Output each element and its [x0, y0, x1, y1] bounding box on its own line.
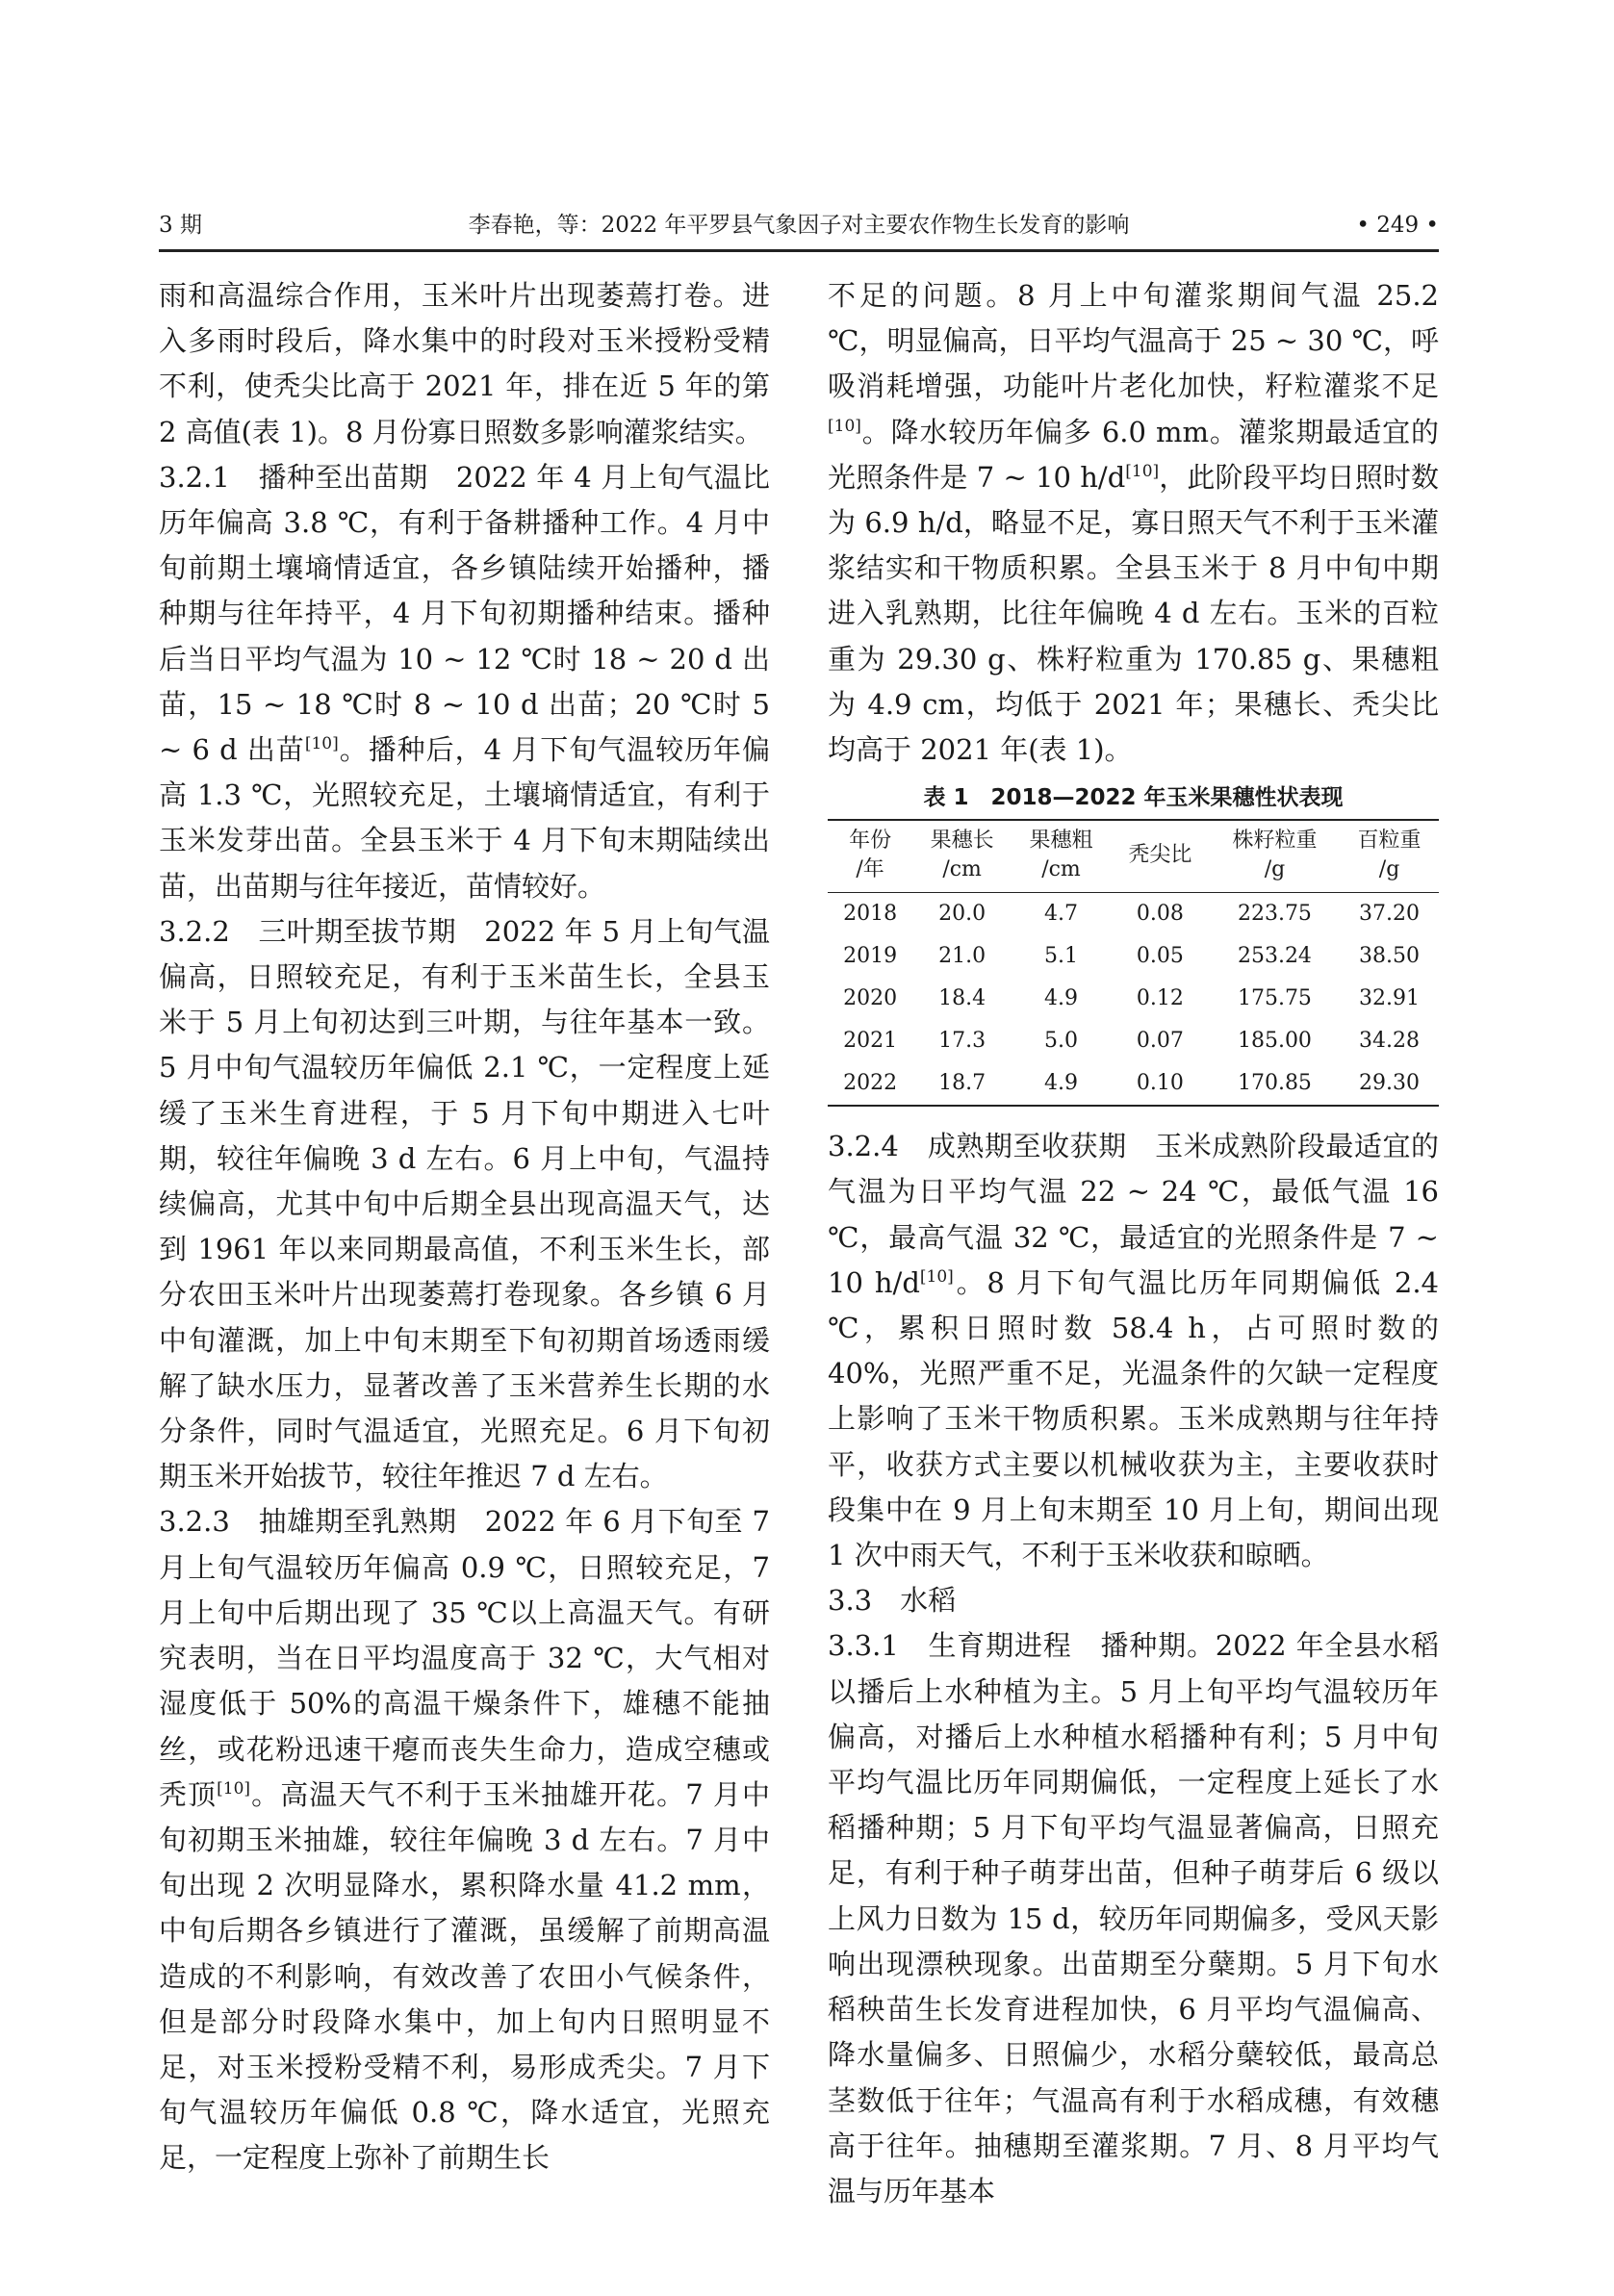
- table-cell: 0.07: [1136, 1029, 1184, 1054]
- table-header-cell: 年份 /年: [828, 820, 912, 893]
- table-cell: 29.30: [1340, 1062, 1439, 1106]
- table-header-cell: 果穗长 /cm: [912, 820, 1012, 893]
- table-cell: 32.91: [1359, 986, 1421, 1011]
- paragraph-text: 3.2.3 抽雄期至乳熟期 2022 年 6 月下旬至 7 月上旬气温较历年偏高 0.9 ℃，日照较充足，7 月上旬中后期出现了 35 ℃以上高温天气。有研究表明，当在日平均温度高于 32 ℃，大气相对湿度低于 50%的高温干燥条件下，雄穗不能抽丝，或花粉迅速干瘪而丧失生命力，造成空穗或秃顶: [159, 1505, 770, 1811]
- header-rule: [159, 249, 1439, 252]
- section-3-2-1: [159, 455, 770, 909]
- table-cell: 4.9: [1012, 1062, 1111, 1106]
- running-header: [159, 206, 1439, 244]
- table-header-row: [828, 820, 1439, 893]
- section-3-3-heading: [828, 1578, 1439, 1623]
- citation-ref: [10]: [919, 1266, 954, 1287]
- paragraph-text: 3.2.4 成熟期至收获期 玉米成熟阶段最适宜的气温为日平均气温 22 ~ 24 ℃，最低气温 16 ℃，最高气温 32 ℃，最适宜的光照条件是 7 ~ 10 h/d: [828, 1130, 1439, 1299]
- left-column: [159, 273, 770, 2181]
- table-cell: 18.4: [938, 986, 986, 1011]
- table-cell: 0.05: [1136, 944, 1184, 969]
- data-table: [828, 819, 1439, 1107]
- table-row: [828, 1020, 1439, 1062]
- paragraph-text: 3.2.1 播种至出苗期 2022 年 4 月上旬气温比历年偏高 3.8 ℃，有利于备耕播种工作。4 月中旬前期土壤墒情适宜，各乡镇陆续开始播种，播种期与往年持平，4 月下旬初期播种结束。播种后当日平均气温为 10 ~ 12 ℃时 18 ~ 20 d 出苗，15 ~ 18 ℃时 8 ~ 10 d 出苗；20 ℃时 5 ~ 6 d 出苗: [159, 460, 770, 767]
- citation-ref: [10]: [1125, 461, 1160, 481]
- table-title: 表 1 2018—2022 年玉米果穗性状表现: [923, 785, 1344, 811]
- table-row: [828, 893, 1439, 936]
- table-cell: 34.28: [1359, 1029, 1421, 1054]
- paragraph-text: ，此阶段平均日照时数为 6.9 h/d，略显不足，寡日照天气不利于玉米灌浆结实和干物质积累。全县玉米于 8 月中旬中期进入乳熟期，比往年偏晚 4 d 左右。玉米的百粒重为 29.30 g、株籽粒重为 170.85 g、果穗粗为 4.9 cm，均低于 2021 年；果穗长、秃尖比均高于 2021 年(表 1)。: [828, 460, 1439, 767]
- paragraph-text: 雨和高温综合作用，玉米叶片出现萎蔫打卷。进入多雨时段后，降水集中的时段对玉米授粉受精不利，使秃尖比高于 2021 年，排在近 5 年的第 2 高值(表 1)。8 月份寡日照数多影响灌浆结实。: [159, 279, 770, 448]
- section-3-2-4: [828, 1124, 1439, 1578]
- citation-ref: [10]: [304, 734, 339, 754]
- right-column: [828, 273, 1439, 2214]
- citation-ref: [10]: [828, 416, 861, 436]
- table-cell: 38.50: [1359, 944, 1421, 969]
- table-cell: 185.00: [1237, 1029, 1312, 1054]
- paragraph-text: 不足的问题。8 月上中旬灌浆期间气温 25.2 ℃，明显偏高，日平均气温高于 25 ~ 30 ℃，呼吸消耗增强，功能叶片老化加快，籽粒灌浆不足: [828, 279, 1439, 403]
- paragraph: [159, 273, 770, 455]
- table-cell: 2020: [843, 986, 898, 1011]
- table-cell: 4.9: [1044, 986, 1078, 1011]
- table-cell: 5.0: [1044, 1029, 1078, 1054]
- table-cell: 18.7: [912, 1062, 1012, 1106]
- table-row: [828, 1062, 1439, 1106]
- table-row: [828, 978, 1439, 1020]
- paragraph-text: 。8 月下旬气温比历年同期偏低 2.4 ℃，累积日照时数 58.4 h，占可照时数的 40%，光照严重不足，光温条件的欠缺一定程度上影响了玉米干物质积累。玉米成熟期与往年持平，收获方式主要以机械收获为主，主要收获时段集中在 9 月上旬末期至 10 月上旬，期间出现 1 次中雨天气，不利于玉米收获和晾晒。: [828, 1265, 1439, 1572]
- table-cell: 2019: [843, 944, 898, 969]
- table-cell: 2021: [843, 1029, 898, 1054]
- table-cell: 5.1: [1044, 944, 1078, 969]
- running-title: 李春艳，等：2022 年平罗县气象因子对主要农作物生长发育的影响: [468, 213, 1130, 238]
- paragraph-text: 3.2.2 三叶期至拔节期 2022 年 5 月上旬气温偏高，日照较充足，有利于玉米苗生长，全县玉米于 5 月上旬初达到三叶期，与往年基本一致。5 月中旬气温较历年偏低 2.1 ℃，一定程度上延缓了玉米生育进程，于 5 月下旬中期进入七叶期，较往年偏晚 3 d 左右。6 月上中旬，气温持续偏高，尤其中旬中后期全县出现高温天气，达到 1961 年以来同期最高值，不利玉米生长，部分农田玉米叶片出现萎蔫打卷现象。各乡镇 6 月中旬灌溉，加上中旬末期至下旬初期首场透雨缓解了缺水压力，显著改善了玉米营养生长期的水分条件，同时气温适宜，光照充足。6 月下旬初期玉米开始拔节，较往年推迟 7 d 左右。: [159, 914, 770, 1493]
- table-cell: 0.12: [1136, 986, 1184, 1011]
- table-cell: 17.3: [938, 1029, 986, 1054]
- table-cell: 20.0: [938, 902, 986, 927]
- section-heading: 3.3 水稻: [828, 1584, 957, 1618]
- table-cell: 37.20: [1359, 902, 1421, 927]
- table-header-cell: 株籽粒重 /g: [1210, 820, 1340, 893]
- section-3-2-3: [159, 1499, 770, 2181]
- paragraph-text: 。高温天气不利于玉米抽雄开花。7 月中旬初期玉米抽雄，较往年偏晚 3 d 左右。7 月中旬出现 2 次明显降水，累积降水量 41.2 mm，中旬后期各乡镇进行了灌溉，虽缓解了前期高温造成的不利影响，有效改善了农田小气候条件，但是部分时段降水集中，加上旬内日照明显不足，对玉米授粉受精不利，易形成秃尖。7 月下旬气温较历年偏低 0.8 ℃，降水适宜，光照充足，一定程度上弥补了前期生长: [159, 1777, 770, 2175]
- table-cell: 170.85: [1210, 1062, 1340, 1106]
- table-cell: 175.75: [1237, 986, 1312, 1011]
- table-cell: 2018: [843, 902, 898, 927]
- table-cell: 223.75: [1237, 902, 1312, 927]
- paragraph-text: 。降水较历年偏多 6.0 mm。灌浆期最适宜的光照条件是 7 ~ 10 h/d: [828, 415, 1439, 494]
- table-header-cell: 果穗粗 /cm: [1012, 820, 1111, 893]
- table-header-cell: 秃尖比: [1111, 820, 1210, 893]
- table-cell: 0.10: [1111, 1062, 1210, 1106]
- table-cell: 4.7: [1044, 902, 1078, 927]
- table-cell: 21.0: [938, 944, 986, 969]
- issue-number: 3 期: [159, 213, 202, 238]
- table-row: [828, 935, 1439, 978]
- section-3-3-1: [828, 1623, 1439, 2214]
- paragraph: [828, 273, 1439, 773]
- table-header-cell: 百粒重 /g: [1340, 820, 1439, 893]
- table-cell: 0.08: [1136, 902, 1184, 927]
- page-number: • 249 •: [1356, 213, 1439, 238]
- section-3-2-2: [159, 909, 770, 1500]
- citation-ref: [10]: [217, 1778, 251, 1799]
- paragraph-text: 3.3.1 生育期进程 播种期。2022 年全县水稻以播后上水种植为主。5 月上旬平均气温较历年偏高，对播后上水种植水稻播种有利；5 月中旬平均气温比历年同期偏低，一定程度上延长了水稻播种期；5 月下旬平均气温显著偏高，日照充足，有利于种子萌芽出苗，但种子萌芽后 6 级以上风力日数为 15 d，较历年同期偏多，受风天影响出现漂秧现象。出苗期至分蘖期。5 月下旬水稻秧苗生长发育进程加快，6 月平均气温偏高、降水量偏多、日照偏少，水稻分蘖较低，最高总茎数低于往年；气温高有利于水稻成穗，有效穗高于往年。抽穗期至灌浆期。7 月、8 月平均气温与历年基本: [828, 1629, 1439, 2207]
- table-cell: 2022: [828, 1062, 912, 1106]
- table-cell: 253.24: [1237, 944, 1312, 969]
- paragraph-text: 。播种后，4 月下旬气温较历年偏高 1.3 ℃，光照较充足，土壤墒情适宜，有利于玉米发芽出苗。全县玉米于 4 月下旬末期陆续出苗，出苗期与往年接近，苗情较好。: [159, 733, 771, 903]
